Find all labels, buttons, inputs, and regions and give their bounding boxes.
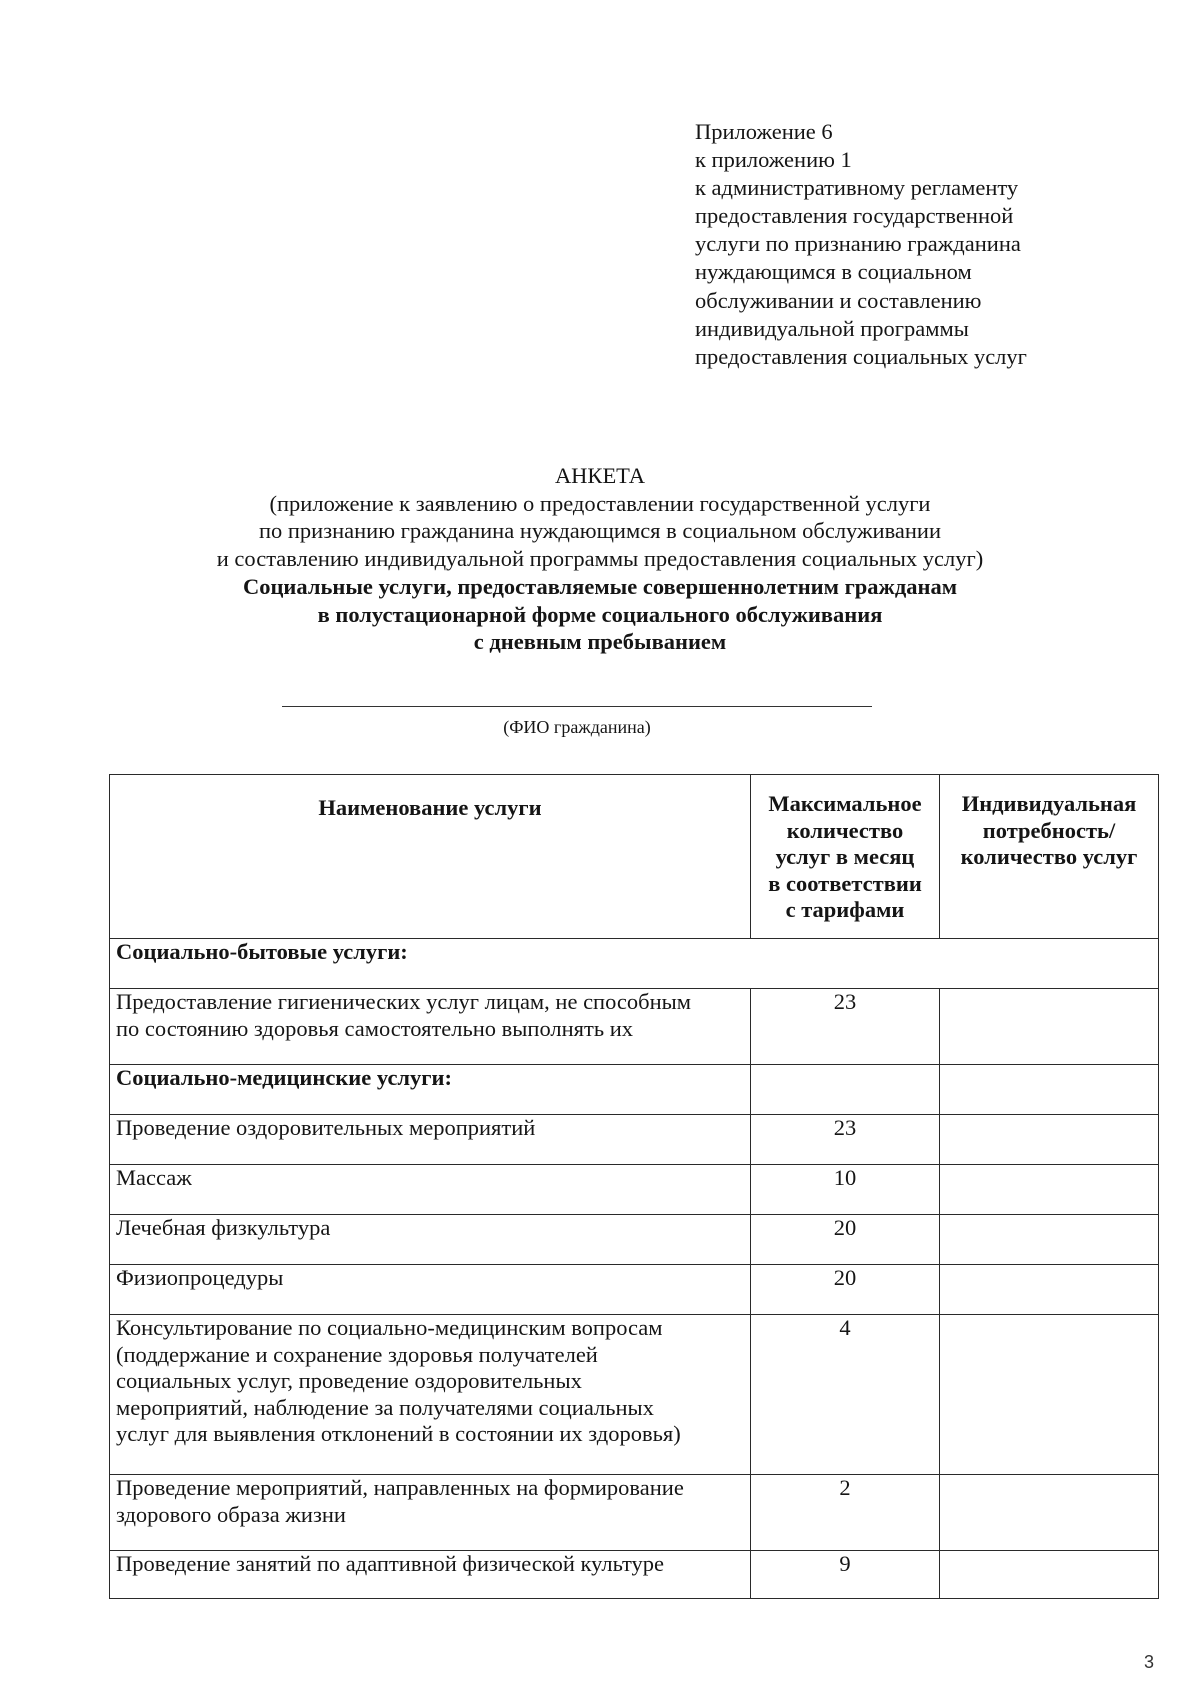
- table-header-row: [110, 775, 1159, 939]
- header-need-line: количество услуг: [960, 844, 1138, 869]
- individual-need-cell[interactable]: [940, 1475, 1159, 1551]
- bold-heading-line: в полустационарной форме социального обслуживания: [317, 601, 883, 627]
- header-individual-need: [940, 775, 1159, 939]
- section-row: [110, 1065, 1159, 1115]
- table-row: [110, 1475, 1159, 1551]
- header-max-line: услуг в месяц: [775, 844, 915, 869]
- header-need-line: Индивидуальная: [961, 791, 1137, 816]
- empty-cell: [940, 1065, 1159, 1115]
- service-name-line: по состоянию здоровья самостоятельно выполнять их: [116, 1015, 634, 1041]
- service-name: [110, 1315, 751, 1475]
- service-name: Проведение оздоровительных мероприятий: [110, 1115, 751, 1165]
- service-name-line: Предоставление гигиенических услуг лицам, не способным: [116, 989, 691, 1014]
- document-heading: [0, 462, 1200, 656]
- page-number: 3: [1144, 1652, 1155, 1672]
- appendix-line: услуги по признанию гражданина: [695, 231, 1021, 257]
- service-name-line: (поддержание и сохранение здоровья получателей: [116, 1341, 598, 1367]
- max-count: 20: [751, 1265, 940, 1315]
- appendix-line: к приложению 1: [695, 147, 852, 173]
- section-row: [110, 939, 1159, 989]
- fio-label: (ФИО гражданина): [503, 717, 651, 737]
- service-name: Лечебная физкультура: [110, 1215, 751, 1265]
- appendix-reference: [695, 118, 1165, 371]
- service-name-line: мероприятий, наблюдение за получателями социальных: [116, 1394, 654, 1420]
- appendix-line: Приложение 6: [695, 119, 833, 144]
- appendix-line: обслуживании и составлению: [695, 287, 982, 313]
- individual-need-cell[interactable]: [940, 1115, 1159, 1165]
- max-count: 2: [751, 1475, 940, 1551]
- service-name: Проведение занятий по адаптивной физической культуре: [110, 1551, 751, 1599]
- subtitle-line: и составлению индивидуальной программы предоставления социальных услуг): [216, 546, 984, 572]
- service-name-line: Консультирование по социально-медицинским вопросам: [116, 1315, 663, 1340]
- document-title: АНКЕТА: [554, 463, 646, 488]
- header-max-line: Максимальное: [768, 791, 922, 816]
- service-name-line: Проведение мероприятий, направленных на формирование: [116, 1475, 684, 1500]
- individual-need-cell[interactable]: [940, 1315, 1159, 1475]
- service-name: Массаж: [110, 1165, 751, 1215]
- table-row: [110, 989, 1159, 1065]
- service-name-line: услуг для выявления отклонений в состоянии их здоровья): [116, 1421, 681, 1446]
- max-count: 4: [751, 1315, 940, 1475]
- appendix-line: предоставления государственной: [695, 203, 1014, 229]
- header-max-line: с тарифами: [785, 897, 905, 922]
- table-row: [110, 1165, 1159, 1215]
- individual-need-cell[interactable]: [940, 1265, 1159, 1315]
- bold-heading-line: с дневным пребыванием: [473, 629, 727, 655]
- individual-need-cell[interactable]: [940, 1165, 1159, 1215]
- empty-cell: [751, 1065, 940, 1115]
- service-name-line: социальных услуг, проведение оздоровительных: [116, 1368, 582, 1393]
- appendix-line: предоставления социальных услуг: [695, 343, 1027, 369]
- service-name-line: здорового образа жизни: [116, 1501, 346, 1527]
- max-count: 23: [751, 1115, 940, 1165]
- services-table: [109, 774, 1159, 1599]
- table-row: [110, 1551, 1159, 1599]
- individual-need-cell[interactable]: [940, 989, 1159, 1065]
- table-row: [110, 1215, 1159, 1265]
- table-row: [110, 1265, 1159, 1315]
- header-max-line: в соответствии: [768, 870, 922, 896]
- max-count: 9: [751, 1551, 940, 1599]
- service-name: [110, 1475, 751, 1551]
- fio-signature-line[interactable]: [282, 706, 872, 707]
- header-max-line: количество: [786, 817, 904, 843]
- subtitle-line: (приложение к заявлению о предоставлении государственной услуги: [269, 490, 931, 516]
- header-need-line: потребность/: [982, 817, 1116, 843]
- individual-need-cell[interactable]: [940, 1215, 1159, 1265]
- appendix-line: к административному регламенту: [695, 175, 1019, 201]
- service-name: [110, 989, 751, 1065]
- table-row: [110, 1315, 1159, 1475]
- max-count: 23: [751, 989, 940, 1065]
- max-count: 20: [751, 1215, 940, 1265]
- table-row: [110, 1115, 1159, 1165]
- section-title: Социально-медицинские услуги:: [110, 1065, 751, 1115]
- section-title: Социально-бытовые услуги:: [110, 939, 1159, 989]
- subtitle-line: по признанию гражданина нуждающимся в социальном обслуживании: [258, 518, 942, 544]
- header-max-count: [751, 775, 940, 939]
- individual-need-cell[interactable]: [940, 1551, 1159, 1599]
- appendix-line: индивидуальной программы: [695, 315, 969, 341]
- service-name: Физиопроцедуры: [110, 1265, 751, 1315]
- max-count: 10: [751, 1165, 940, 1215]
- appendix-line: нуждающимся в социальном: [695, 259, 972, 285]
- header-service-name: Наименование услуги: [110, 775, 751, 939]
- bold-heading-line: Социальные услуги, предоставляемые совершеннолетним гражданам: [242, 573, 958, 599]
